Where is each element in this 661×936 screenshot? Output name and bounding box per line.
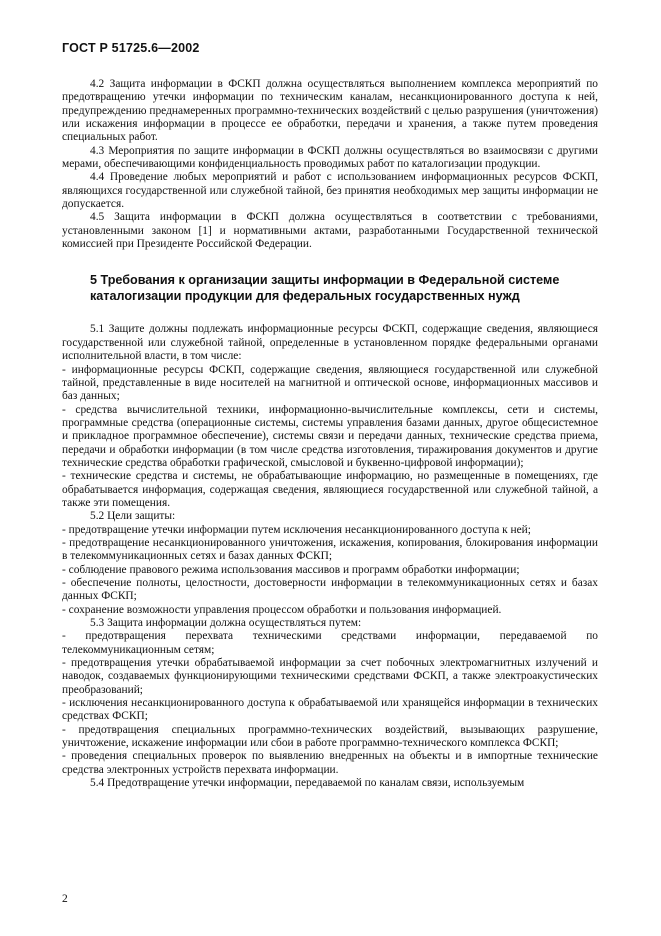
list-item: - предотвращение несанкционированного уничтожения, искажения, копирования, блокирования информации в телекоммуникационных сетях и базах данных ФСКП;: [62, 536, 598, 563]
paragraph-4-3: 4.3 Мероприятия по защите информации в ФСКП должны осуществляться во взаимосвязи с другими мерами, обеспечивающими конфиденциальность проводимых работ по каталогизации продукции.: [62, 144, 598, 171]
standard-designation: ГОСТ Р 51725.6—2002: [62, 41, 200, 55]
list-item: - проведения специальных проверок по выявлению внедренных на объекты и в импортные технические средства электронных устройств перехвата информации.: [62, 750, 598, 776]
list-item: - информационные ресурсы ФСКП, содержащие сведения, являющиеся государственной или служебной тайной, представленные в виде носителей на магнитной и оптической основе, информационных массивов и баз данных;: [62, 363, 598, 403]
list-item: - предотвращения специальных программно-технических воздействий, вызывающих разрушение, уничтожение, искажение информации или сбои в работе программно-технического комплекса ФСКП;: [62, 723, 598, 750]
list-item: - предотвращения перехвата техническими средствами информации, передаваемой по телекоммуникационным сетям;: [62, 630, 598, 656]
section-5-heading: 5 Требования к организации защиты информации в Федеральной системе каталогизации продукции для федеральных государственных нужд: [90, 273, 560, 303]
list-item: - технические средства и системы, не обрабатывающие информацию, но размещенные в помещениях, где обрабатывается информация, содержащая сведения, являющиеся государственной или служебной тайной, а также эти помещения.: [62, 470, 598, 509]
list-item: - средства вычислительной техники, информационно-вычислительные комплексы, сети и системы, программные средства (операционные системы, системы управления базами данных, другое общесистемное и прикладное программное обеспечение), системы связи и передачи данных, технические средства приема, передачи и обработки информации (в том числе средства изготовления, тиражирования документов и другие технические средства обработки графической, смысловой и буквенно-цифровой информации);: [62, 403, 598, 469]
page-number: 2: [62, 893, 68, 905]
list-item: - обеспечение полноты, целостности, достоверности информации в телекоммуникационных сетях и базах данных ФСКП;: [62, 577, 598, 603]
paragraph-4-4: 4.4 Проведение любых мероприятий и работ с использованием информационных ресурсов ФСКП, являющихся государственной или служебной тайной, без принятия необходимых мер защиты информации не допускается.: [62, 171, 598, 211]
list-item: - соблюдение правового режима использования массивов и программ обработки информации;: [62, 563, 520, 576]
list-item: - предотвращения утечки обрабатываемой информации за счет побочных электромагнитных излучений и наводок, создаваемых функционирующими техническими средствами ФСКП, а также электроакустических преобразований;: [62, 657, 598, 696]
paragraph-5-2: 5.2 Цели защиты:: [90, 510, 176, 523]
paragraph-5-3: 5.3 Защита информации должна осуществляться путем:: [90, 617, 362, 630]
paragraph-4-2: 4.2 Защита информации в ФСКП должна осуществляться выполнением комплекса мероприятий по предотвращению утечки информации по техническим каналам, несанкционированного доступа к ней, предупреждению преднамеренных программно-технических воздействий с целью разрушения (уничтожения) или искажения информации в процессе ее обработки, передачи и хранения, а также путем проведения специальных работ.: [62, 78, 598, 144]
paragraph-5-1: 5.1 Защите должны подлежать информационные ресурсы ФСКП, содержащие сведения, являющиеся государственной или служебной тайной, определенные в установленном порядке федеральными органами исполнительной власти, в том числе:: [62, 323, 598, 363]
list-item: - предотвращение утечки информации путем исключения несанкционированного доступа к ней;: [62, 523, 531, 536]
paragraph-5-4: 5.4 Предотвращение утечки информации, передаваемой по каналам связи, используемым: [90, 777, 525, 790]
list-item: - исключения несанкционированного доступа к обрабатываемой или хранящейся информации в технических средствах ФСКП;: [62, 697, 598, 723]
paragraph-4-5: 4.5 Защита информации в ФСКП должна осуществляться в соответствии с требованиями, установленными законом [1] и нормативными актами, разработанными Государственной технической комиссией при Президенте Российской Федерации.: [62, 211, 598, 251]
document-body: [62, 78, 598, 791]
list-item: - сохранение возможности управления процессом обработки и пользования информацией.: [62, 603, 502, 616]
